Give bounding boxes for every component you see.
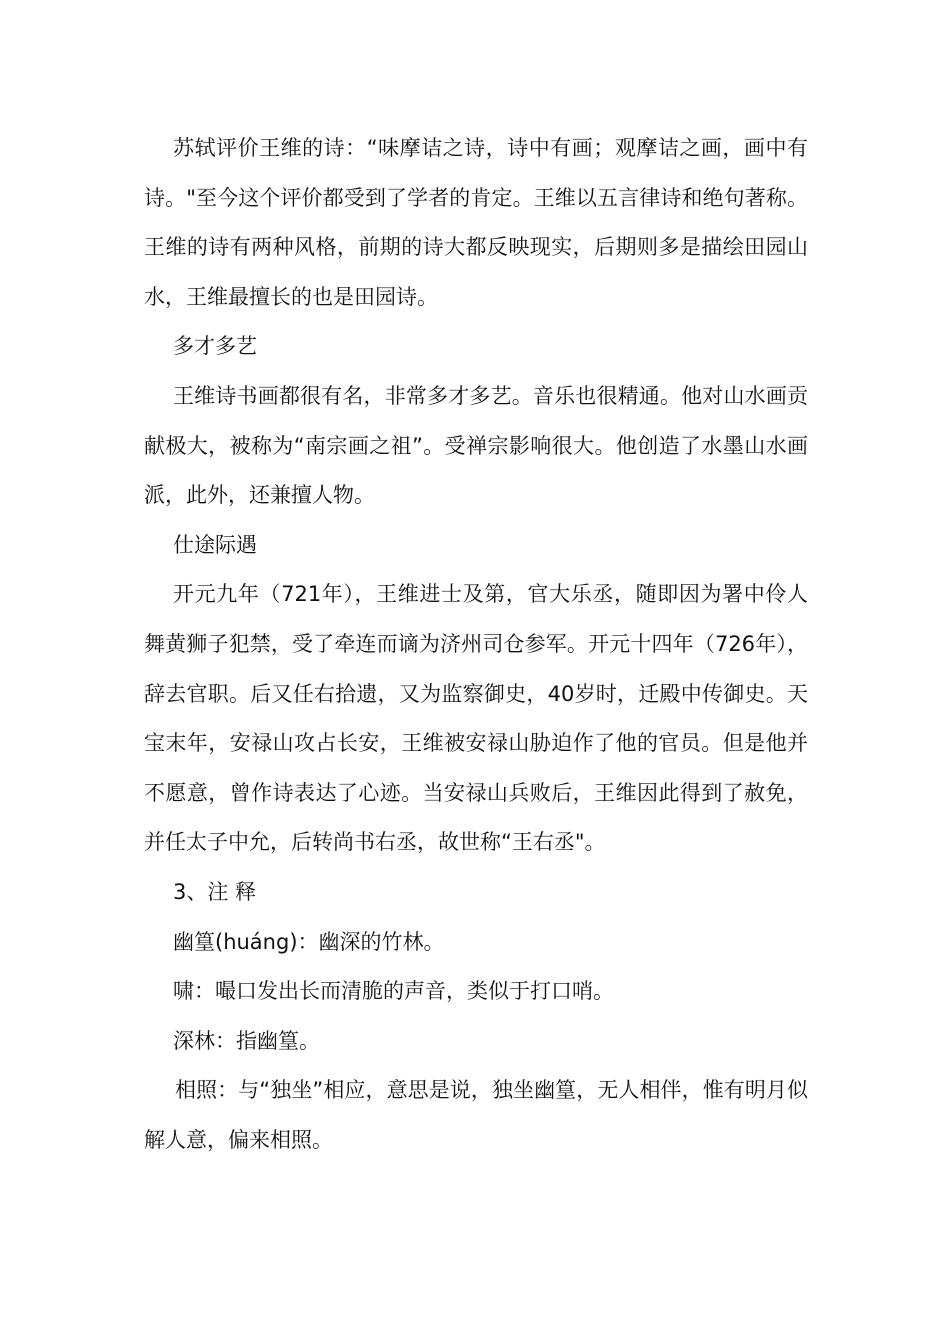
document-page — [144, 124, 808, 1165]
section-heading-career: 仕途际遇 — [173, 532, 257, 557]
paragraph-evaluation: 苏轼评价王维的诗：“味摩诘之诗，诗中有画；观摩诘之画，画中有诗。"至今这个评价都受到了学者的肯定。王维以五言律诗和绝句著称。王维的诗有两种风格，前期的诗大都反映现实，后期则多是描绘田园山水，王维最擅长的也是田园诗。 — [144, 136, 808, 309]
note-item-xiangzhao: 相照：与“独坐”相应，意思是说，独坐幽篁，无人相伴，惟有明月似解人意，偏来相照。 — [144, 1078, 808, 1152]
paragraph-talents: 王维诗书画都很有名，非常多才多艺。音乐也很精通。他对山水画贡献极大，被称为“南宗画之祖”。受禅宗影响很大。他创造了水墨山水画派，此外，还兼擅人物。 — [144, 383, 808, 508]
note-item-youhuang: 幽篁(huáng)：幽深的竹林。 — [173, 929, 445, 954]
paragraph-career: 开元九年（721年），王维进士及第，官大乐丞，随即因为署中伶人舞黄狮子犯禁，受了牵连而谪为济州司仓参军。开元十四年（726年），辞去官职。后又任右拾遗，又为监察御史，40岁时，迁殿中传御史。天宝末年，安禄山攻占长安，王维被安禄山胁迫作了他的官员。但是他并不愿意，曾作诗表达了心迹。当安禄山兵败后，王维因此得到了赦免，并任太子中允，后转尚书右丞，故世称“王右丞"。 — [144, 582, 808, 855]
section-heading-talents: 多才多艺 — [173, 334, 257, 359]
note-item-xiao: 啸：嘬口发出长而清脆的声音，类似于打口哨。 — [173, 979, 614, 1004]
section-heading-notes: 3、注 释 — [173, 879, 257, 904]
note-item-shenlin: 深林：指幽篁。 — [173, 1028, 320, 1053]
